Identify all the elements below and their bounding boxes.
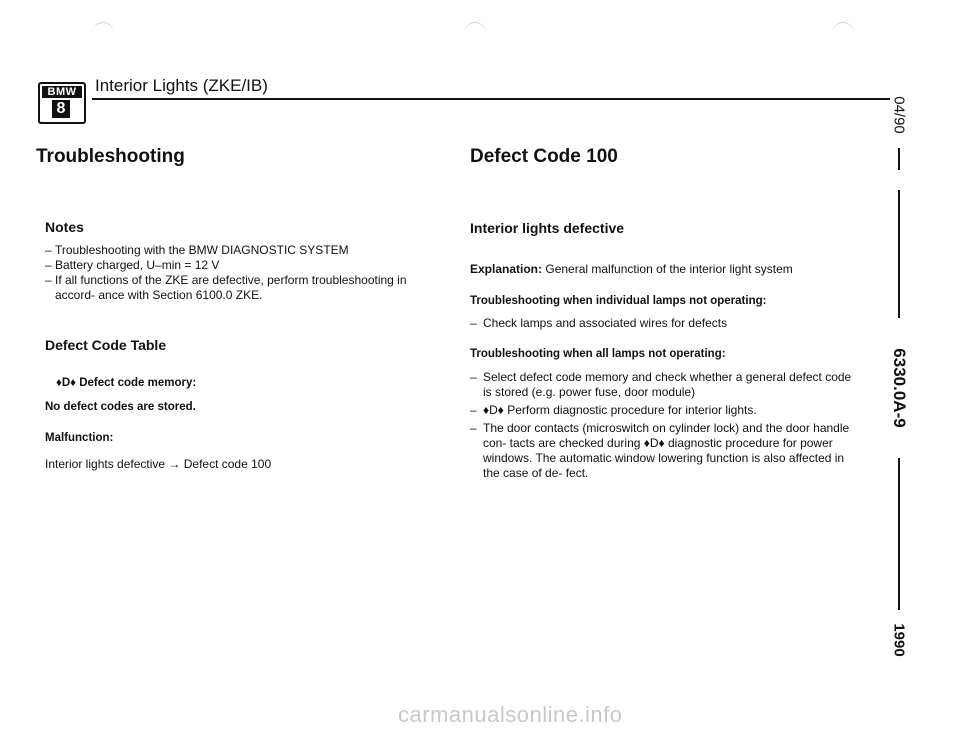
explanation-text: General malfunction of the interior light system	[545, 262, 793, 276]
notes-item: – Battery charged, U–min = 12 V	[45, 258, 435, 273]
header-rule	[92, 98, 890, 100]
punch-hole-decoration	[832, 22, 854, 45]
punch-hole-decoration	[464, 22, 486, 45]
logo-brand-text: BMW	[42, 86, 82, 98]
ts-individual-label: Troubleshooting when individual lamps not operating:	[470, 295, 767, 307]
ts-all-item: – The door contacts (microswitch on cylinder lock) and the door handle con- tacts are checked during ♦D♦ diagnostic procedure for power windows. The automatic window lowering function is also affected in the case of de- fect.	[470, 421, 855, 481]
explanation-label: Explanation:	[470, 262, 543, 276]
troubleshooting-heading: Troubleshooting	[36, 146, 185, 167]
side-rule	[898, 190, 900, 318]
bmw-logo	[38, 82, 86, 124]
notes-item: – Troubleshooting with the BMW DIAGNOSTIC SYSTEM	[45, 243, 435, 258]
side-rule	[898, 458, 900, 610]
page-title: Interior Lights (ZKE/IB)	[95, 76, 268, 95]
ts-all-item: – Select defect code memory and check whether a general defect code is stored (e.g. power fuse, door module)	[470, 370, 855, 400]
notes-item: – If all functions of the ZKE are defective, perform troubleshooting in accord- ance with Section 6100.0 ZKE.	[45, 273, 435, 303]
malfunction-label: Malfunction:	[45, 432, 114, 444]
notes-list	[45, 243, 435, 303]
defect-code-heading: Defect Code 100	[470, 146, 618, 167]
defect-code-table-heading: Defect Code Table	[45, 337, 167, 353]
side-date: 04/90	[890, 96, 908, 134]
watermark: carmanualsonline.info	[398, 702, 623, 727]
explanation-paragraph	[470, 262, 870, 277]
side-year: 1990	[890, 623, 908, 657]
punch-hole-decoration	[92, 22, 114, 45]
ts-individual-list	[470, 316, 855, 334]
notes-heading: Notes	[45, 219, 84, 235]
ts-all-list	[470, 370, 855, 484]
defect-memory-label: ♦D♦ Defect code memory:	[56, 377, 197, 389]
ts-all-item: – ♦D♦ Perform diagnostic procedure for interior lights.	[470, 403, 855, 418]
ts-all-label: Troubleshooting when all lamps not operating:	[470, 348, 726, 360]
ts-individual-item: – Check lamps and associated wires for defects	[470, 316, 855, 331]
malfunction-text: Interior lights defective → Defect code 100	[45, 457, 272, 471]
side-rule	[898, 148, 900, 170]
interior-lights-subheading: Interior lights defective	[470, 220, 625, 236]
side-section-number: 6330.0A-9	[890, 348, 909, 428]
logo-series-number: 8	[52, 100, 70, 118]
no-defect-codes-text: No defect codes are stored.	[45, 401, 196, 413]
